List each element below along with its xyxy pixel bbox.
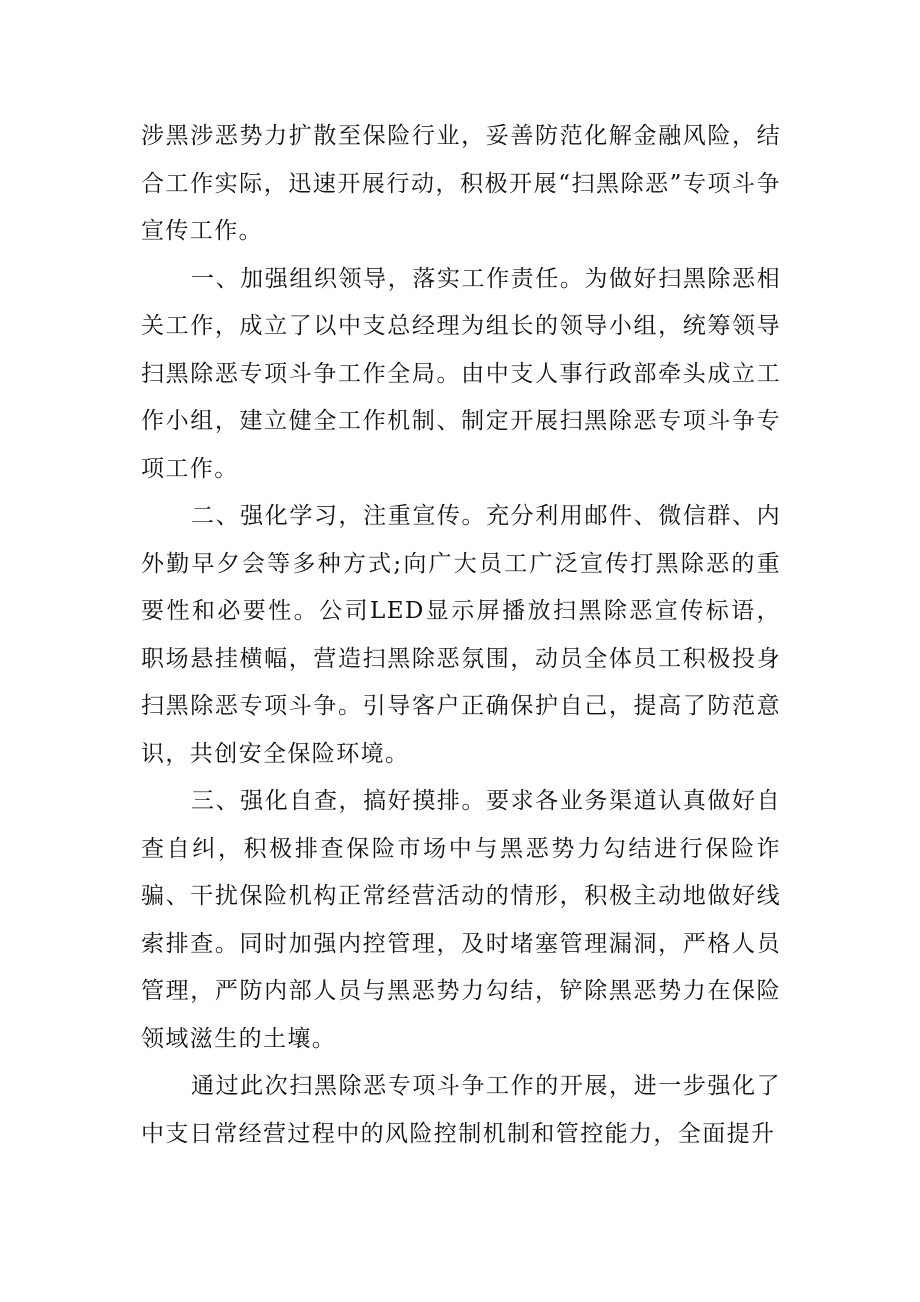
document-body xyxy=(141,113,781,1158)
paragraph-intro-continuation: 涉黑涉恶势力扩散至保险行业，妥善防范化解金融风险，结合工作实际，迅速开展行动，积极开展“扫黑除恶”专项斗争宣传工作。 xyxy=(141,123,781,244)
paragraph-section-one: 一、加强组织领导，落实工作责任。为做好扫黑除恶相关工作，成立了以中支总经理为组长的领导小组，统筹领导扫黑除恶专项斗争工作全局。由中支人事行政部牵头成立工作小组，建立健全工作机制、制定开展扫黑除恶专项斗争专项工作。 xyxy=(141,265,781,482)
paragraph-section-two: 二、强化学习，注重宣传。充分利用邮件、微信群、内外勤早夕会等多种方式;向广大员工广泛宣传打黑除恶的重要性和必要性。公司LED显示屏播放扫黑除恶宣传标语，职场悬挂横幅，营造扫黑除恶氛围，动员全体员工积极投身扫黑除恶专项斗争。引导客户正确保护自己，提高了防范意识，共创安全保险环境。 xyxy=(141,503,781,767)
paragraph-section-three: 三、强化自查，搞好摸排。要求各业务渠道认真做好自查自纠，积极排查保险市场中与黑恶势力勾结进行保险诈骗、干扰保险机构正常经营活动的情形，积极主动地做好线索排查。同时加强内控管理，及时堵塞管理漏洞，严格人员管理，严防内部人员与黑恶势力勾结，铲除黑恶势力在保险领域滋生的土壤。 xyxy=(141,788,781,1052)
paragraph-conclusion: 通过此次扫黑除恶专项斗争工作的开展，进一步强化了中支日常经营过程中的风险控制机制和管控能力，全面提升 xyxy=(141,1073,781,1147)
